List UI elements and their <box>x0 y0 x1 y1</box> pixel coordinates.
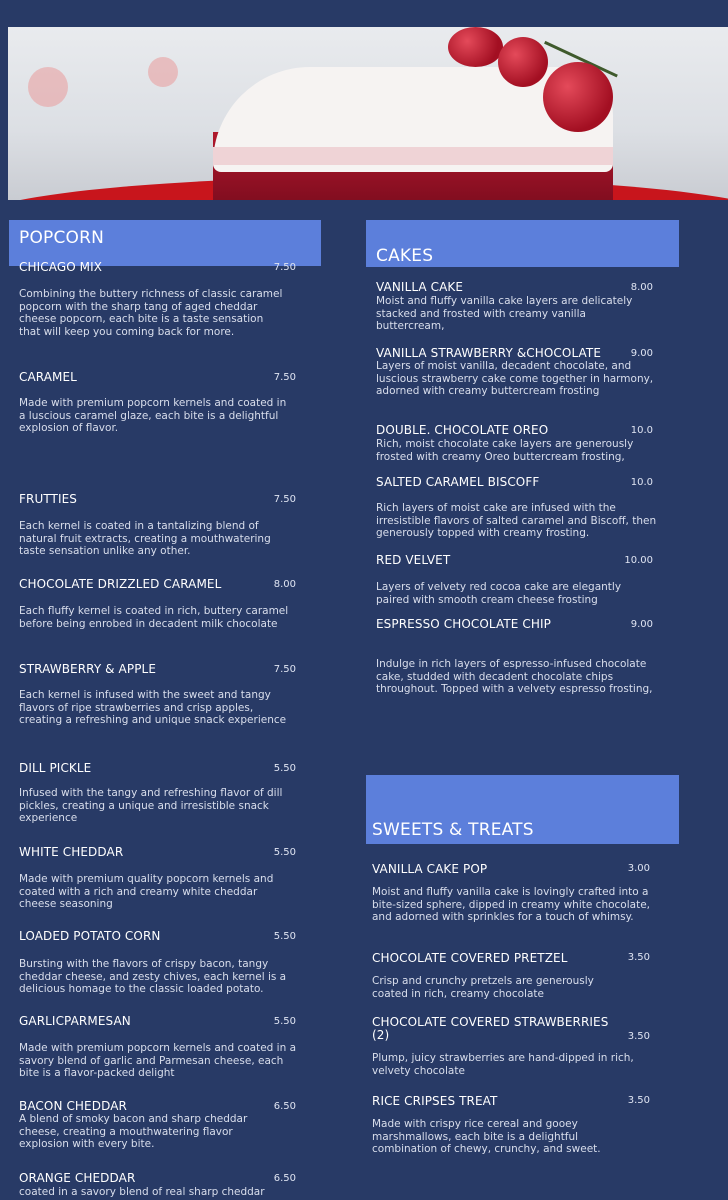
menu-item-description: Crisp and crunchy pretzels are generously coated in rich, creamy chocolate <box>372 975 594 1000</box>
popcorn-title: POPCORN <box>19 228 105 248</box>
menu-item-price: 7.50 <box>273 664 296 675</box>
menu-item-description: Combining the buttery richness of classic caramel popcorn with the sharp tang of aged cheddar cheese popcorn, each bite is a taste sensation that will keep you coming back for more. <box>19 288 283 338</box>
menu-item-description: Bursting with the flavors of crispy bacon, tangy cheddar cheese, and zesty chives, each kernel is a delicious homage to the classic loaded potato. <box>19 958 287 995</box>
menu-item-description: Moist and fluffy vanilla cake is lovingly crafted into a bite-sized sphere, dipped in creamy white chocolate, and adorned with sprinkles for a touch of whimsy. <box>372 886 650 923</box>
menu-item-description: Made with premium popcorn kernels and coated in a savory blend of garlic and Parmesan cheese, each bite is a flavor-packed delight <box>19 1042 297 1079</box>
menu-item-name: WHITE CHEDDAR <box>19 845 124 859</box>
menu-item-name: ESPRESSO CHOCOLATE CHIP <box>376 617 551 631</box>
menu-item-description: Indulge in rich layers of espresso-infused chocolate cake, studded with decadent chocolate chips throughout. Topped with a velvety espresso frosting, <box>376 658 653 695</box>
menu-item-price: 9.00 <box>630 348 653 359</box>
menu-item-name: CHOCOLATE COVERED PRETZEL <box>372 951 568 965</box>
menu-item-name: DILL PICKLE <box>19 761 92 775</box>
menu-item-name: LOADED POTATO CORN <box>19 929 161 943</box>
menu-item-price: 5.50 <box>273 1016 296 1027</box>
menu-item-name: VANILLA CAKE <box>376 280 464 294</box>
menu-item-description: Made with premium popcorn kernels and coated in a luscious caramel glaze, each bite is a delightful explosion of flavor. <box>19 397 287 434</box>
cakes-title: CAKES <box>376 246 434 266</box>
menu-item-description: Rich layers of moist cake are infused with the irresistible flavors of salted caramel and Biscoff, then generously topped with creamy frosting. <box>376 502 657 539</box>
sweets-title: SWEETS & TREATS <box>372 820 534 840</box>
menu-item-price: 3.50 <box>627 1095 650 1106</box>
menu-item-price: 6.50 <box>273 1101 296 1112</box>
menu-item-price: 3.50 <box>627 952 650 963</box>
menu-item-name: SALTED CARAMEL BISCOFF <box>376 475 540 489</box>
menu-item-price: 8.00 <box>630 282 653 293</box>
menu-item-name: VANILLA STRAWBERRY &CHOCOLATE <box>376 346 601 360</box>
menu-item-name: FRUTTIES <box>19 492 78 506</box>
menu-item-name: RICE CRIPSES TREAT <box>372 1094 498 1108</box>
menu-item-description: Each kernel is infused with the sweet and tangy flavors of ripe strawberries and crisp apples, creating a refreshing and unique snack experience <box>19 689 287 726</box>
menu-item-price: 8.00 <box>273 579 296 590</box>
menu-item-price: 3.00 <box>627 863 650 874</box>
menu-item-price: 6.50 <box>273 1173 296 1184</box>
menu-item-description: Layers of moist vanilla, decadent chocolate, and luscious strawberry cake come together in harmony, adorned with creamy buttercream frosting <box>376 360 654 397</box>
menu-item-name: BACON CHEDDAR <box>19 1099 127 1113</box>
menu-item-name: RED VELVET <box>376 553 451 567</box>
menu-item-price: 5.50 <box>273 847 296 858</box>
menu-item-name: ORANGE CHEDDAR <box>19 1171 136 1185</box>
menu-item-description: Infused with the tangy and refreshing flavor of dill pickles, creating a unique and irresistible snack experience <box>19 787 283 824</box>
menu-item-description: Rich, moist chocolate cake layers are generously frosted with creamy Oreo buttercream frosting, <box>376 438 634 463</box>
menu-item-price: 5.50 <box>273 763 296 774</box>
menu-item-description: Made with premium quality popcorn kernels and coated with a rich and creamy white cheddar cheese seasoning <box>19 873 274 910</box>
menu-item-name: STRAWBERRY & APPLE <box>19 662 157 676</box>
menu-item-name: CARAMEL <box>19 370 77 384</box>
menu-item-description: Moist and fluffy vanilla cake layers are delicately stacked and frosted with creamy vanilla buttercream, <box>376 295 633 332</box>
menu-item-description: Each fluffy kernel is coated in rich, buttery caramel before being enrobed in decadent milk chocolate <box>19 605 289 630</box>
menu-item-description: coated in a savory blend of real sharp cheddar <box>19 1186 265 1198</box>
menu-item-description: Plump, juicy strawberries are hand-dipped in rich, velvety chocolate <box>372 1052 634 1077</box>
menu-item-description: A blend of smoky bacon and sharp cheddar cheese, creating a mouthwatering flavor explosion with every bite. <box>19 1113 248 1150</box>
menu-item-name: VANILLA CAKE POP <box>372 862 488 876</box>
menu-item-price: 7.50 <box>273 494 296 505</box>
menu-item-name: GARLICPARMESAN <box>19 1014 131 1028</box>
menu-item-price: 10.0 <box>630 477 653 488</box>
menu-item-name: DOUBLE. CHOCOLATE OREO <box>376 423 549 437</box>
menu-item-price: 7.50 <box>273 262 296 273</box>
menu-item-price: 10.00 <box>624 555 653 566</box>
menu-item-description: Each kernel is coated in a tantalizing blend of natural fruit extracts, creating a mouthwatering taste sensation unlike any other. <box>19 520 271 557</box>
menu-item-name: CHOCOLATE COVERED STRAWBERRIES (2) <box>372 1015 609 1042</box>
menu-item-description: Made with crispy rice cereal and gooey marshmallows, each bite is a delightful combination of chewy, crunchy, and sweet. <box>372 1118 601 1155</box>
menu-item-name: CHICAGO MIX <box>19 260 103 274</box>
menu-item-price: 10.0 <box>630 425 653 436</box>
menu-item-price: 3.50 <box>627 1031 650 1042</box>
menu-item-price: 5.50 <box>273 931 296 942</box>
menu-item-name: CHOCOLATE DRIZZLED CARAMEL <box>19 577 222 591</box>
menu-item-description: Layers of velvety red cocoa cake are elegantly paired with smooth cream cheese frosting <box>376 581 622 606</box>
menu-item-price: 7.50 <box>273 372 296 383</box>
hero-cake-image <box>8 27 728 200</box>
menu-item-price: 9.00 <box>630 619 653 630</box>
